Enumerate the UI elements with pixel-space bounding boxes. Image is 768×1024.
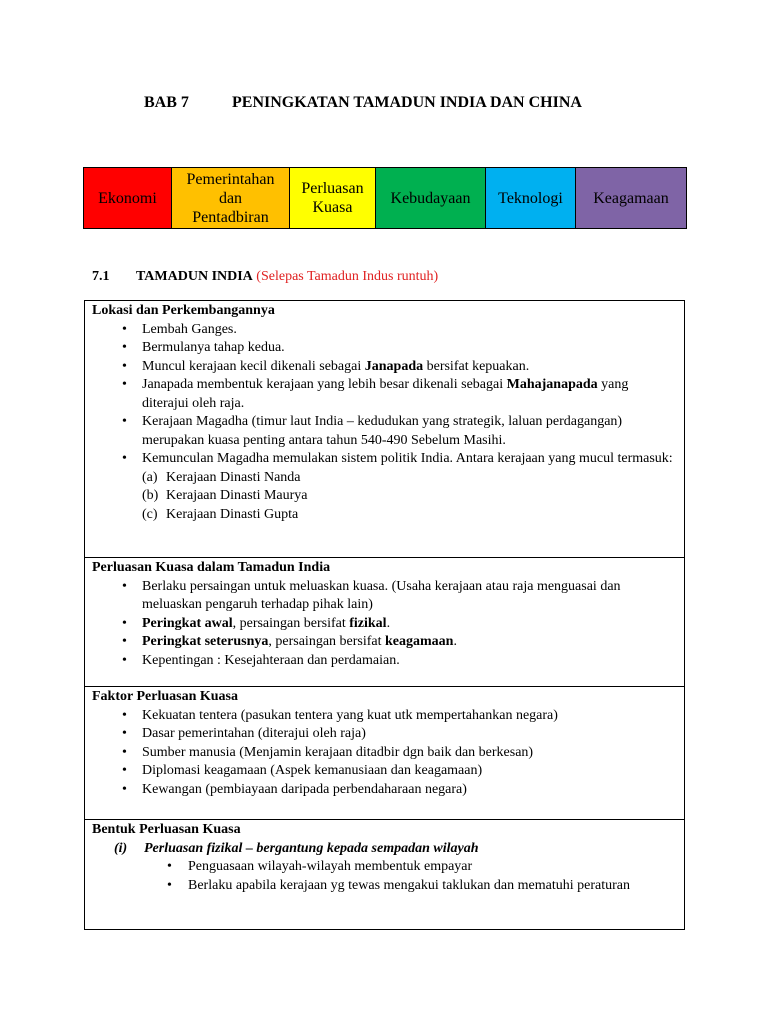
- category-perluasan-kuasa: Perluasan Kuasa: [290, 168, 376, 229]
- dynasty-item: (b) Kerajaan Dinasti Maurya: [142, 488, 308, 503]
- box-heading: Faktor Perluasan Kuasa: [92, 689, 238, 704]
- list-item: • Peringkat awal, persaingan bersifat fizikal.: [92, 615, 676, 634]
- list-item: • Berlaku apabila kerajaan yg tewas mengakui taklukan dan mematuhi peraturan: [92, 877, 676, 896]
- dynasty-item: (c) Kerajaan Dinasti Gupta: [142, 506, 299, 522]
- category-teknologi: Teknologi: [486, 168, 576, 229]
- category-pemerintahan: Pemerintahan dan Pentadbiran: [172, 168, 290, 229]
- box-lokasi: [84, 300, 685, 557]
- section-title: TAMADUN INDIA: [136, 269, 253, 284]
- category-table: [83, 167, 687, 229]
- list-item: • Muncul kerajaan kecil dikenali sebagai Janapada bersifat kepuakan.: [92, 358, 676, 377]
- list-item: • Dasar pemerintahan (diterajui oleh raja): [92, 725, 676, 744]
- page-title: [144, 94, 582, 113]
- chapter-number: BAB 7: [144, 94, 189, 111]
- list-item: • Lembah Ganges.: [92, 321, 676, 340]
- category-ekonomi: Ekonomi: [84, 168, 172, 229]
- box-bentuk: [84, 819, 685, 930]
- section-number: 7.1: [92, 269, 110, 284]
- list-item: • Janapada membentuk kerajaan yang lebih besar dikenali sebagai Mahajanapada yang diterajui oleh raja.: [92, 376, 676, 413]
- dynasty-item: (a) Kerajaan Dinasti Nanda: [142, 469, 301, 485]
- box-heading: Bentuk Perluasan Kuasa: [92, 822, 241, 837]
- section-note: (Selepas Tamadun Indus runtuh): [256, 269, 439, 284]
- list-item: • Kewangan (pembiayaan daripada perbendaharaan negara): [92, 781, 676, 800]
- box-perluasan: [84, 557, 685, 686]
- list-item: • Penguasaan wilayah-wilayah membentuk empayar: [92, 858, 676, 877]
- list-item: • Diplomasi keagamaan (Aspek kemanusiaan dan keagamaan): [92, 762, 676, 781]
- sub-heading: (i) Perluasan fizikal – bergantung kepada sempadan wilayah: [114, 840, 479, 856]
- box-heading: Perluasan Kuasa dalam Tamadun India: [92, 560, 331, 575]
- list-item: • Kekuatan tentera (pasukan tentera yang kuat utk mempertahankan negara): [92, 707, 676, 726]
- list-item: • Peringkat seterusnya, persaingan bersifat keagamaan.: [92, 633, 676, 652]
- section-heading: [92, 268, 438, 287]
- list-item: • Kepentingan : Kesejahteraan dan perdamaian.: [92, 652, 676, 671]
- box-heading: Lokasi dan Perkembangannya: [92, 303, 275, 318]
- list-item: • Bermulanya tahap kedua.: [92, 339, 676, 358]
- category-keagamaan: Keagamaan: [576, 168, 687, 229]
- list-item: • Kemunculan Magadha memulakan sistem politik India. Antara kerajaan yang mucul termasuk:: [92, 450, 676, 469]
- chapter-title: PENINGKATAN TAMADUN INDIA DAN CHINA: [232, 94, 582, 111]
- box-faktor: [84, 686, 685, 819]
- list-item: • Sumber manusia (Menjamin kerajaan ditadbir dgn baik dan berkesan): [92, 744, 676, 763]
- list-item: • Berlaku persaingan untuk meluaskan kuasa. (Usaha kerajaan atau raja menguasai dan meluaskan pengaruh terhadap pihak lain): [92, 578, 676, 615]
- list-item: • Kerajaan Magadha (timur laut India – kedudukan yang strategik, laluan perdagangan) merupakan kuasa penting antara tahun 540-490 Sebelum Masihi.: [92, 413, 676, 450]
- category-kebudayaan: Kebudayaan: [376, 168, 486, 229]
